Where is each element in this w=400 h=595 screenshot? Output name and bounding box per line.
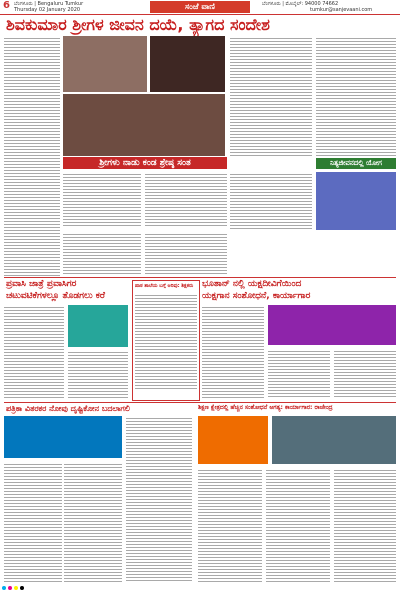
side-box-body [135, 293, 197, 389]
story2-headline-line2: ಚಟುವಟಿಕೆಗಳಲ್ಲೂ ತೊಡಗಲು ಕರೆ [6, 291, 105, 301]
side-box [132, 280, 200, 401]
story4-body-3 [126, 416, 192, 582]
main-story-body-4 [145, 232, 227, 276]
header-date: Thursday 02 January 2020 [14, 7, 81, 13]
header-left-line1: ಬೆಂಗಳೂರು | Bengaluru Tumkur [14, 1, 84, 7]
portrait-photo [150, 36, 225, 92]
story3-photo [268, 305, 396, 345]
story3-headline-line2: ಯಕ್ಷಗಾನ ಸಂಶೋಧನೆ, ಕಾರ್ಯಾಗಾರ [202, 291, 311, 301]
story4-body-2 [64, 462, 122, 582]
magenta-swatch [8, 586, 12, 590]
story3-body-2 [268, 349, 330, 399]
swamiji-photo [63, 36, 147, 92]
section-divider-2 [4, 402, 396, 403]
yoga-story-body-1 [230, 172, 312, 230]
story3-body-3 [334, 349, 396, 399]
ceremony-photo [63, 94, 225, 156]
main-story-body-2 [145, 172, 227, 228]
story2-body-2 [68, 350, 128, 399]
main-story-body-1 [63, 172, 141, 228]
story4-photo [4, 416, 122, 458]
story5-body-1 [198, 468, 262, 582]
story2-photo [68, 305, 128, 347]
color-registration-marks [2, 586, 24, 590]
page-number: 6 [3, 0, 10, 11]
black-swatch [20, 586, 24, 590]
story5-photo-1 [198, 416, 268, 464]
header-right-line1: ಬೆಂಗಳೂರು | ಮೊಬೈಲ್: 94000 74662 [262, 1, 339, 7]
main-story-column-left [4, 36, 60, 276]
yoga-banner: ನಿತ್ಯಜೀವನದಲ್ಲಿ ಯೋಗ [316, 158, 396, 169]
main-story-body-3 [63, 232, 141, 276]
masthead-logo: ಸಂಜೆ ವಾಣಿ [150, 1, 250, 13]
story5-headline: ಶಿಕ್ಷಣ ಕ್ಷೇತ್ರದಲ್ಲಿ ಹೆಚ್ಚಿನ ಸಂಶೋಧನೆ ಅಗತ್ಯ: ಕಾರ್ಯಾಗಾರ: ರಾಜೇಂದ್ರ [198, 404, 333, 411]
story-column-far-right [316, 36, 396, 158]
cyan-swatch [2, 586, 6, 590]
yellow-swatch [14, 586, 18, 590]
story5-body-2 [266, 468, 330, 582]
yoga-photo [316, 172, 396, 230]
story4-body-1 [4, 462, 62, 582]
header-email: tumkur@sanjevaani.com [310, 7, 373, 13]
story3-body-1 [202, 305, 264, 399]
story4-headline: ಪತ್ರಿಕಾ ವಿತರಕರ ನೋವು ದೃಷ್ಟಿಕೋನ ಬದಲಾಗಲಿ [6, 404, 130, 413]
story5-body-3 [334, 468, 396, 582]
main-banner: ಶ್ರೀಗಳು ನಾಡು ಕಂಡ ಶ್ರೇಷ್ಠ ಸಂತ [63, 157, 227, 169]
side-box-headline: ಪಾಠ ಶಾಲೆಯ ಬಗ್ಗೆ ಅರಿವು: ಶಿಕ್ಷಕರು [135, 283, 194, 289]
story-column-mid-right [230, 36, 312, 158]
story2-body-1 [4, 305, 64, 399]
story3-headline-line1: ಭೂತಾನ್ ನಲ್ಲಿ ಯಕ್ಷದೀವಿಗೆಯಿಂದ [202, 279, 302, 289]
main-headline: ಶಿವಕುಮಾರ ಶ್ರೀಗಳ ಜೀವನ ದಯೆ, ತ್ಯಾಗದ ಸಂದೇಶ [6, 15, 270, 34]
story5-photo-2 [272, 416, 396, 464]
section-divider [4, 277, 396, 278]
story2-headline-line1: ಪ್ರವಾಸಿ ಜಾತ್ರೆ ಪ್ರವಾಸಿಗರ [6, 279, 77, 289]
